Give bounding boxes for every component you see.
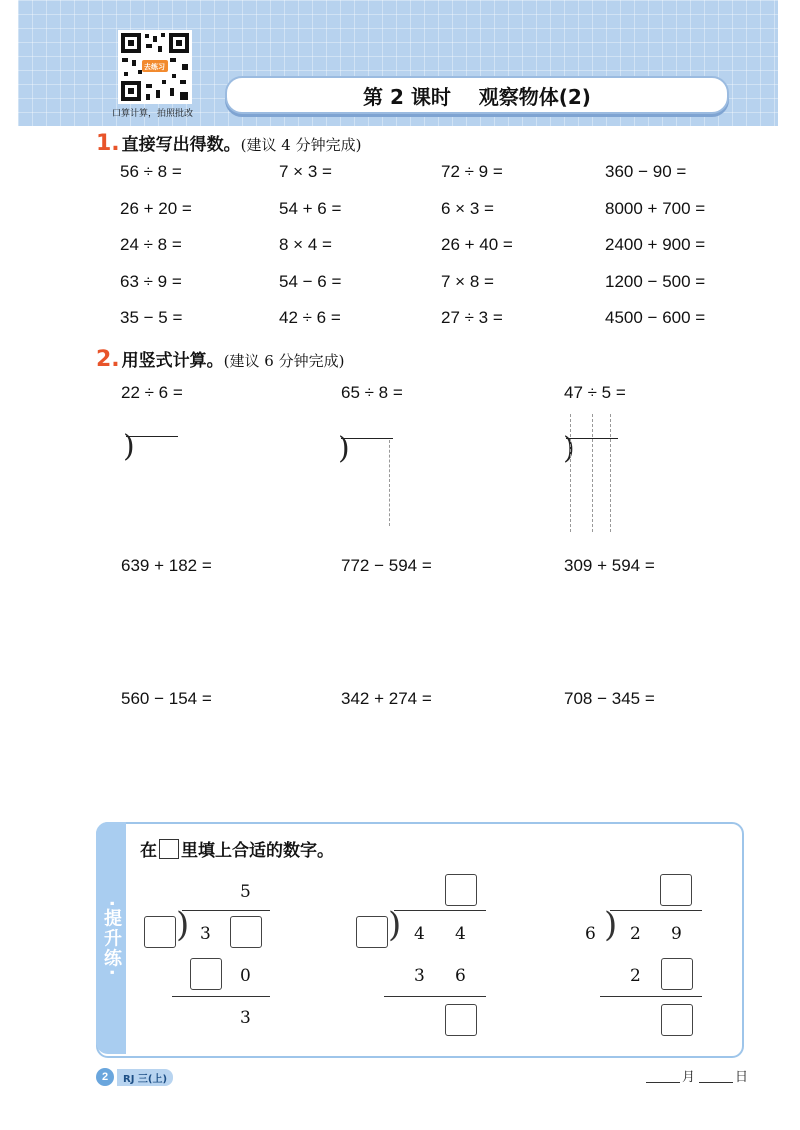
digit: 5 — [240, 882, 251, 902]
answer-box[interactable] — [445, 1004, 477, 1036]
long-division-bracket: ) — [566, 438, 618, 534]
month-blank[interactable] — [646, 1082, 680, 1083]
division-bracket: ) — [388, 905, 402, 945]
mental-math-problem: 72 ÷ 9 = — [441, 162, 503, 181]
mental-math-problem: 24 ÷ 8 = — [120, 235, 182, 254]
mental-math-problem: 8 × 4 = — [279, 235, 332, 254]
division-bracket: ) — [176, 905, 190, 945]
division-bar — [610, 910, 702, 911]
mental-math-problem: 42 ÷ 6 = — [279, 308, 341, 327]
answer-box[interactable] — [356, 916, 388, 948]
div-problem: 65 ÷ 8 = — [341, 383, 403, 402]
division-bracket: ) — [604, 905, 618, 945]
subtraction-line — [172, 996, 270, 997]
mental-math-problem: 54 − 6 = — [279, 272, 342, 291]
page-number: 2 — [96, 1068, 114, 1086]
vertical-calc-problem: 342 + 274 = — [341, 689, 432, 708]
section2-number: 2. — [96, 347, 120, 372]
div-problem: 47 ÷ 5 = — [564, 383, 626, 402]
answer-box[interactable] — [661, 958, 693, 990]
digit: 9 — [671, 924, 682, 944]
digit: 3 — [240, 1008, 251, 1028]
mental-math-problem: 26 + 20 = — [120, 199, 192, 218]
mental-math-problem: 6 × 3 = — [441, 199, 494, 218]
mental-math-problem: 56 ÷ 8 = — [120, 162, 182, 181]
question-prefix: 在 — [140, 841, 157, 861]
section1-hint: (建议 4 分钟完成) — [240, 136, 362, 154]
vertical-calc-problem: 772 − 594 = — [341, 556, 432, 575]
answer-box[interactable] — [660, 874, 692, 906]
division-bar — [182, 910, 270, 911]
mental-math-problem: 7 × 8 = — [441, 272, 494, 291]
day-label: 日 — [735, 1070, 749, 1085]
digit: 2 — [630, 924, 641, 944]
vertical-calc-problem: 560 − 154 = — [121, 689, 212, 708]
blank-box-icon — [159, 839, 179, 859]
division-bar — [394, 910, 486, 911]
mental-math-problem: 1200 − 500 = — [605, 272, 706, 291]
digit: 4 — [455, 924, 466, 944]
digit: 2 — [630, 966, 641, 986]
lesson-title: 观察物体(2) — [478, 84, 591, 109]
vertical-calc-problem: 708 − 345 = — [564, 689, 655, 708]
mental-math-problem: 7 × 3 = — [279, 162, 332, 181]
digit: 6 — [455, 966, 466, 986]
mental-math-problem: 360 − 90 = — [605, 162, 687, 181]
qr-code[interactable] — [118, 30, 192, 104]
section1-title: 直接写出得数。 — [121, 135, 241, 155]
month-label: 月 — [682, 1070, 696, 1085]
section2-hint: (建议 6 分钟完成) — [223, 352, 345, 370]
edition-label: RJ 三(上) — [117, 1069, 173, 1086]
section2-title: 用竖式计算。 — [121, 351, 224, 371]
answer-box[interactable] — [661, 1004, 693, 1036]
day-blank[interactable] — [699, 1082, 733, 1083]
date-field[interactable] — [646, 1066, 748, 1085]
digit: 3 — [200, 924, 211, 944]
answer-box[interactable] — [445, 874, 477, 906]
page-badge — [96, 1068, 173, 1086]
side-label-text: ·提升练· — [101, 900, 122, 978]
qr-badge: 去练习 — [144, 63, 165, 71]
section1-heading — [96, 130, 361, 156]
digit: 0 — [240, 966, 251, 986]
long-division-bracket: ) — [341, 438, 393, 528]
section1-number: 1. — [96, 131, 120, 156]
subtraction-line — [384, 996, 486, 997]
section2-heading — [96, 346, 344, 372]
mental-math-problem: 4500 − 600 = — [605, 308, 706, 327]
mental-math-problem: 35 − 5 = — [120, 308, 183, 327]
answer-box[interactable] — [190, 958, 222, 990]
vertical-calc-problem: 639 + 182 = — [121, 556, 212, 575]
vertical-calc-problem: 309 + 594 = — [564, 556, 655, 575]
long-division-bracket: ) — [126, 436, 178, 476]
lesson-title-bar — [225, 76, 729, 114]
mental-math-problem: 2400 + 900 = — [605, 235, 706, 254]
digit: 3 — [414, 966, 425, 986]
mental-math-problem: 63 ÷ 9 = — [120, 272, 182, 291]
mental-math-problem: 54 + 6 = — [279, 199, 342, 218]
answer-box[interactable] — [144, 916, 176, 948]
improve-side-label — [96, 900, 126, 978]
qr-caption: 口算计算，拍照批改 — [112, 109, 194, 119]
subtraction-line — [600, 996, 702, 997]
mental-math-problem: 8000 + 700 = — [605, 199, 706, 218]
lesson-label: 第 2 课时 — [363, 84, 451, 109]
question-suffix: 里填上合适的数字。 — [181, 841, 334, 861]
digit: 4 — [414, 924, 425, 944]
improve-question — [140, 836, 334, 861]
answer-box[interactable] — [230, 916, 262, 948]
div-problem: 22 ÷ 6 = — [121, 383, 183, 402]
mental-math-problem: 27 ÷ 3 = — [441, 308, 503, 327]
mental-math-problem: 26 + 40 = — [441, 235, 513, 254]
digit: 6 — [585, 924, 596, 944]
